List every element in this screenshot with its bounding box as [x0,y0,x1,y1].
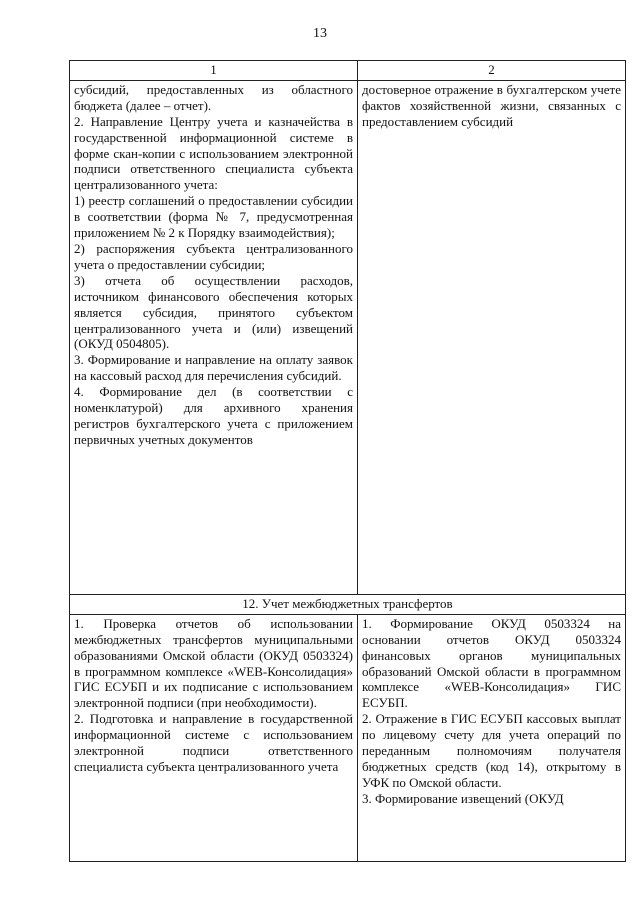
paragraph: 2) распоряжения субъекта централизованного учета о предоставлении субсидии; [74,240,353,272]
row1-col1-cell [70,80,358,594]
paragraph: 1) реестр соглашений о предоставлении субсидии в соответствии (форма № 7, предусмотренная приложением № 2 к Порядку взаимодействия); [74,193,353,241]
column-header-2: 2 [358,61,626,81]
paragraph: субсидий, предоставленных из областного бюджета (далее – отчет). [74,81,353,113]
paragraph: 2. Подготовка и направление в государственной информационной системе с использованием электронной подписи ответственного специалиста субъекта централизованного учета [74,711,353,774]
section-title: 12. Учет межбюджетных трансфертов [70,594,626,614]
paragraph: 3) отчета об осуществлении расходов, источником финансового обеспечения которых является субсидия, принятого субъектом централизованного учета и (или) извещений (ОКУД 0504805). [74,272,353,352]
paragraph: 2. Отражение в ГИС ЕСУБП кассовых выплат по лицевому счету для учета операций по переданным полномочиям получателя бюджетных средств (код 14), открытому в УФК по Омской области. [362,711,621,790]
row2-col2-cell [358,614,626,861]
paragraph: достоверное отражение в бухгалтерском учете фактов хозяйственной жизни, связанных с предоставлением субсидий [362,81,621,129]
paragraph: 3. Формирование извещений (ОКУД [362,790,564,806]
row2-col1-cell [70,614,358,861]
paragraph: 4. Формирование дел (в соответствии с номенклатурой) для архивного хранения регистров бухгалтерского учета с приложением первичных учетных документов [74,384,353,447]
table-row [70,80,626,594]
paragraph: 2. Направление Центру учета и казначейства в государственной информационной системе в форме скан-копии с использованием электронной подписи ответственного специалиста субъекта централизованного учета: [74,113,353,193]
page-number: 13 [313,26,327,41]
column-header-1: 1 [70,61,358,81]
table-header-row [70,61,626,81]
paragraph: 3. Формирование и направление на оплату заявок на кассовый расход для перечисления субсидий. [74,352,353,384]
paragraph: 1. Формирование ОКУД 0503324 на основании отчетов ОКУД 0503324 финансовых органов муниципальных образований Омской области в программном комплексе «WEB-Консолидация» ГИС ЕСУБП. [362,615,621,711]
responsibilities-table [69,60,626,862]
row1-col2-cell [358,80,626,594]
section-row [70,594,626,614]
table-row [70,614,626,861]
paragraph: 1. Проверка отчетов об использовании межбюджетных трансфертов муниципальными образованиями Омской области (ОКУД 0503324) в программном комплексе «WEB-Консолидация» ГИС ЕСУБП и их подписание с использованием электронной подписи (при необходимости). [74,615,353,711]
